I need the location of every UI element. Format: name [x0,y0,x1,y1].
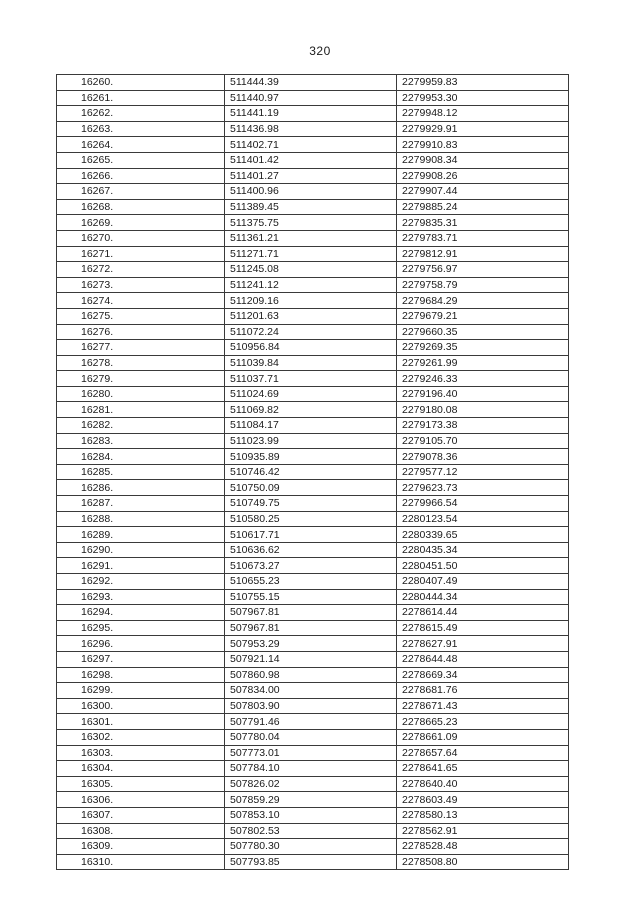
point-number-cell: 16263. [57,121,225,137]
easting-cell: 507859.29 [225,792,397,808]
table-row [57,293,569,309]
northing-cell: 2278657.64 [397,745,569,761]
northing-cell: 2278644.48 [397,651,569,667]
northing-cell: 2279885.24 [397,199,569,215]
point-number-cell: 16294. [57,605,225,621]
northing-cell: 2280435.34 [397,542,569,558]
northing-cell: 2279907.44 [397,184,569,200]
point-number-cell: 16275. [57,308,225,324]
point-number-cell: 16272. [57,262,225,278]
easting-cell: 510655.23 [225,574,397,590]
table-row [57,776,569,792]
easting-cell: 507967.81 [225,605,397,621]
table-row [57,667,569,683]
table-row [57,215,569,231]
table-row [57,714,569,730]
point-number-cell: 16291. [57,558,225,574]
easting-cell: 507853.10 [225,807,397,823]
northing-cell: 2278665.23 [397,714,569,730]
easting-cell: 507784.10 [225,761,397,777]
northing-cell: 2279966.54 [397,496,569,512]
table-row [57,386,569,402]
easting-cell: 511245.08 [225,262,397,278]
table-row [57,651,569,667]
point-number-cell: 16292. [57,574,225,590]
easting-cell: 511072.24 [225,324,397,340]
point-number-cell: 16301. [57,714,225,730]
point-number-cell: 16299. [57,683,225,699]
table-row [57,620,569,636]
point-number-cell: 16261. [57,90,225,106]
point-number-cell: 16297. [57,651,225,667]
easting-cell: 510935.89 [225,449,397,465]
easting-cell: 511069.82 [225,402,397,418]
point-number-cell: 16289. [57,527,225,543]
easting-cell: 507802.53 [225,823,397,839]
easting-cell: 510580.25 [225,511,397,527]
northing-cell: 2278681.76 [397,683,569,699]
table-row [57,246,569,262]
easting-cell: 507791.46 [225,714,397,730]
table-row [57,449,569,465]
table-row [57,340,569,356]
easting-cell: 510755.15 [225,589,397,605]
easting-cell: 507921.14 [225,651,397,667]
point-number-cell: 16260. [57,75,225,91]
northing-cell: 2279180.08 [397,402,569,418]
northing-cell: 2279910.83 [397,137,569,153]
table-row [57,262,569,278]
easting-cell: 507953.29 [225,636,397,652]
easting-cell: 511241.12 [225,277,397,293]
table-row [57,90,569,106]
northing-cell: 2279105.70 [397,433,569,449]
table-row [57,839,569,855]
easting-cell: 511361.21 [225,230,397,246]
northing-cell: 2279623.73 [397,480,569,496]
easting-cell: 507967.81 [225,620,397,636]
table-row [57,496,569,512]
table-row [57,324,569,340]
table-row [57,168,569,184]
table-row [57,761,569,777]
easting-cell: 511436.98 [225,121,397,137]
easting-cell: 511400.96 [225,184,397,200]
table-row [57,792,569,808]
easting-cell: 511444.39 [225,75,397,91]
northing-cell: 2278614.44 [397,605,569,621]
easting-cell: 511389.45 [225,199,397,215]
point-number-cell: 16287. [57,496,225,512]
northing-cell: 2279756.97 [397,262,569,278]
easting-cell: 510636.62 [225,542,397,558]
easting-cell: 511271.71 [225,246,397,262]
easting-cell: 511401.42 [225,152,397,168]
northing-cell: 2279078.36 [397,449,569,465]
northing-cell: 2279261.99 [397,355,569,371]
point-number-cell: 16274. [57,293,225,309]
table-row [57,698,569,714]
easting-cell: 510749.75 [225,496,397,512]
table-row [57,308,569,324]
northing-cell: 2279959.83 [397,75,569,91]
easting-cell: 510617.71 [225,527,397,543]
northing-cell: 2279948.12 [397,106,569,122]
table-row [57,683,569,699]
table-row [57,355,569,371]
point-number-cell: 16268. [57,199,225,215]
northing-cell: 2279758.79 [397,277,569,293]
easting-cell: 511375.75 [225,215,397,231]
northing-cell: 2278562.91 [397,823,569,839]
point-number-cell: 16296. [57,636,225,652]
easting-cell: 507773.01 [225,745,397,761]
point-number-cell: 16283. [57,433,225,449]
table-row [57,589,569,605]
northing-cell: 2279953.30 [397,90,569,106]
easting-cell: 511401.27 [225,168,397,184]
point-number-cell: 16285. [57,464,225,480]
northing-cell: 2279684.29 [397,293,569,309]
easting-cell: 507826.02 [225,776,397,792]
table-row [57,152,569,168]
easting-cell: 511440.97 [225,90,397,106]
point-number-cell: 16293. [57,589,225,605]
easting-cell: 511402.71 [225,137,397,153]
northing-cell: 2278671.43 [397,698,569,714]
northing-cell: 2279173.38 [397,418,569,434]
point-number-cell: 16302. [57,729,225,745]
point-number-cell: 16267. [57,184,225,200]
table-row [57,558,569,574]
easting-cell: 511023.99 [225,433,397,449]
table-row [57,277,569,293]
easting-cell: 507834.00 [225,683,397,699]
point-number-cell: 16307. [57,807,225,823]
easting-cell: 511201.63 [225,308,397,324]
northing-cell: 2279196.40 [397,386,569,402]
table-row [57,854,569,870]
point-number-cell: 16295. [57,620,225,636]
easting-cell: 511024.69 [225,386,397,402]
easting-cell: 511084.17 [225,418,397,434]
table-row [57,527,569,543]
easting-cell: 510746.42 [225,464,397,480]
easting-cell: 507793.85 [225,854,397,870]
coordinates-table [56,74,569,870]
table-row [57,371,569,387]
table-row [57,480,569,496]
point-number-cell: 16306. [57,792,225,808]
point-number-cell: 16271. [57,246,225,262]
table-row [57,823,569,839]
northing-cell: 2278580.13 [397,807,569,823]
table-row [57,511,569,527]
northing-cell: 2278615.49 [397,620,569,636]
northing-cell: 2278627.91 [397,636,569,652]
point-number-cell: 16277. [57,340,225,356]
point-number-cell: 16270. [57,230,225,246]
easting-cell: 511441.19 [225,106,397,122]
table-row [57,729,569,745]
northing-cell: 2279835.31 [397,215,569,231]
northing-cell: 2280339.65 [397,527,569,543]
northing-cell: 2280123.54 [397,511,569,527]
table-row [57,75,569,91]
easting-cell: 511039.84 [225,355,397,371]
point-number-cell: 16278. [57,355,225,371]
table-row [57,402,569,418]
point-number-cell: 16298. [57,667,225,683]
easting-cell: 507860.98 [225,667,397,683]
northing-cell: 2278508.80 [397,854,569,870]
point-number-cell: 16309. [57,839,225,855]
point-number-cell: 16262. [57,106,225,122]
northing-cell: 2279577.12 [397,464,569,480]
table-row [57,230,569,246]
coordinates-table-body [57,75,569,870]
page-number: 320 [309,44,331,58]
point-number-cell: 16310. [57,854,225,870]
easting-cell: 510956.84 [225,340,397,356]
point-number-cell: 16282. [57,418,225,434]
table-row [57,605,569,621]
northing-cell: 2278661.09 [397,729,569,745]
point-number-cell: 16290. [57,542,225,558]
easting-cell: 507780.30 [225,839,397,855]
northing-cell: 2279679.21 [397,308,569,324]
northing-cell: 2280407.49 [397,574,569,590]
northing-cell: 2279246.33 [397,371,569,387]
easting-cell: 507803.90 [225,698,397,714]
point-number-cell: 16280. [57,386,225,402]
easting-cell: 510673.27 [225,558,397,574]
table-row [57,199,569,215]
table-row [57,636,569,652]
northing-cell: 2278641.65 [397,761,569,777]
point-number-cell: 16305. [57,776,225,792]
point-number-cell: 16286. [57,480,225,496]
point-number-cell: 16266. [57,168,225,184]
northing-cell: 2279908.26 [397,168,569,184]
point-number-cell: 16273. [57,277,225,293]
table-row [57,184,569,200]
northing-cell: 2279660.35 [397,324,569,340]
point-number-cell: 16308. [57,823,225,839]
point-number-cell: 16269. [57,215,225,231]
point-number-cell: 16304. [57,761,225,777]
point-number-cell: 16303. [57,745,225,761]
easting-cell: 507780.04 [225,729,397,745]
point-number-cell: 16276. [57,324,225,340]
table-row [57,574,569,590]
table-row [57,418,569,434]
point-number-cell: 16265. [57,152,225,168]
northing-cell: 2279929.91 [397,121,569,137]
table-row [57,121,569,137]
point-number-cell: 16264. [57,137,225,153]
northing-cell: 2280444.34 [397,589,569,605]
easting-cell: 511037.71 [225,371,397,387]
table-row [57,106,569,122]
point-number-cell: 16288. [57,511,225,527]
northing-cell: 2278669.34 [397,667,569,683]
table-row [57,433,569,449]
northing-cell: 2280451.50 [397,558,569,574]
northing-cell: 2278528.48 [397,839,569,855]
table-row [57,137,569,153]
point-number-cell: 16300. [57,698,225,714]
northing-cell: 2278640.40 [397,776,569,792]
northing-cell: 2279812.91 [397,246,569,262]
northing-cell: 2279908.34 [397,152,569,168]
northing-cell: 2278603.49 [397,792,569,808]
easting-cell: 510750.09 [225,480,397,496]
point-number-cell: 16279. [57,371,225,387]
table-row [57,745,569,761]
northing-cell: 2279269.35 [397,340,569,356]
table-row [57,807,569,823]
point-number-cell: 16281. [57,402,225,418]
table-row [57,542,569,558]
easting-cell: 511209.16 [225,293,397,309]
northing-cell: 2279783.71 [397,230,569,246]
point-number-cell: 16284. [57,449,225,465]
table-row [57,464,569,480]
